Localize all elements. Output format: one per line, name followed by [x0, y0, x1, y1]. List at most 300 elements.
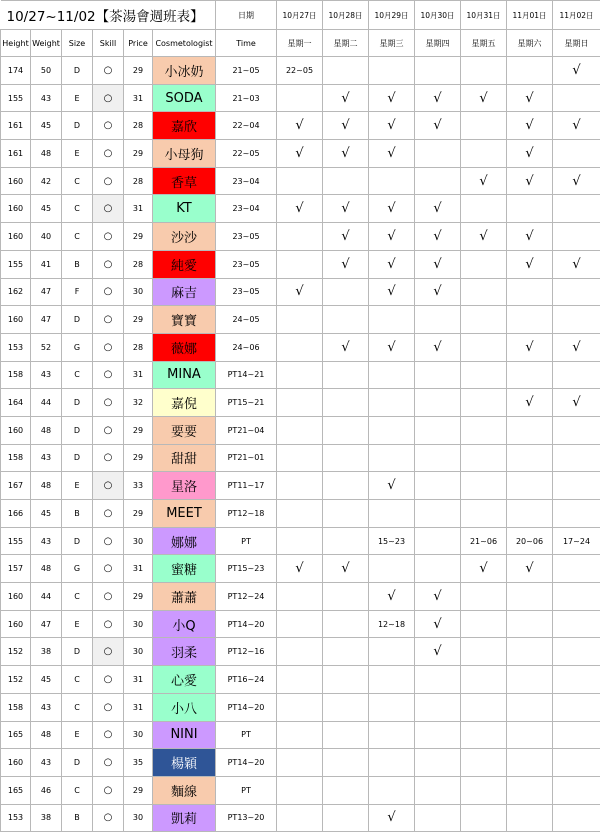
skill-cell: ○ [93, 610, 124, 638]
day-cell [507, 583, 553, 611]
cosmetologist-name: SODA [153, 84, 216, 112]
weight-cell: 45 [31, 666, 62, 694]
cosmetologist-name: 嘉倪 [153, 389, 216, 417]
weight-cell: 40 [31, 223, 62, 251]
weight-cell: 45 [31, 195, 62, 223]
day-cell [369, 361, 415, 389]
skill-cell: ○ [93, 250, 124, 278]
day-cell [323, 666, 369, 694]
day-cell [415, 721, 461, 749]
size-cell: G [62, 555, 93, 583]
day-cell [323, 278, 369, 306]
day-cell: √ [415, 195, 461, 223]
column-header-size: Size [62, 30, 93, 57]
day-cell [369, 638, 415, 666]
date-header: 10月27日 [277, 1, 323, 30]
day-cell [461, 333, 507, 361]
day-cell [415, 140, 461, 168]
day-cell: √ [415, 583, 461, 611]
skill-cell: ○ [93, 333, 124, 361]
time-cell: 24~06 [216, 333, 277, 361]
day-cell [415, 527, 461, 555]
day-cell [553, 140, 600, 168]
day-cell [277, 167, 323, 195]
skill-cell: ○ [93, 583, 124, 611]
day-cell: √ [415, 223, 461, 251]
weight-cell: 43 [31, 693, 62, 721]
day-cell [369, 693, 415, 721]
weight-cell: 48 [31, 721, 62, 749]
day-cell [461, 749, 507, 777]
day-cell [553, 472, 600, 500]
skill-cell: ○ [93, 472, 124, 500]
day-cell: √ [323, 223, 369, 251]
height-cell: 167 [1, 472, 31, 500]
day-cell: √ [507, 250, 553, 278]
height-cell: 160 [1, 583, 31, 611]
size-cell: C [62, 223, 93, 251]
cosmetologist-name: 凱莉 [153, 804, 216, 832]
date-header: 10月31日 [461, 1, 507, 30]
height-cell: 155 [1, 527, 31, 555]
weight-cell: 44 [31, 583, 62, 611]
height-cell: 161 [1, 140, 31, 168]
day-cell [369, 500, 415, 528]
day-cell [323, 389, 369, 417]
day-cell [507, 721, 553, 749]
table-row [1, 638, 600, 666]
weight-cell: 47 [31, 278, 62, 306]
day-cell [277, 527, 323, 555]
day-cell: √ [507, 112, 553, 140]
day-cell [323, 776, 369, 804]
day-cell [461, 666, 507, 694]
day-cell: √ [323, 333, 369, 361]
cosmetologist-name: 香草 [153, 167, 216, 195]
day-cell [461, 250, 507, 278]
day-cell [415, 389, 461, 417]
day-cell [415, 444, 461, 472]
day-cell [323, 638, 369, 666]
day-cell [553, 749, 600, 777]
weekday-header: 星期日 [553, 30, 600, 57]
day-cell: √ [553, 57, 600, 85]
date-header: 11月02日 [553, 1, 600, 30]
weekday-header: 星期一 [277, 30, 323, 57]
weight-cell: 43 [31, 444, 62, 472]
day-cell [277, 610, 323, 638]
cosmetologist-name: 娜娜 [153, 527, 216, 555]
size-cell: C [62, 167, 93, 195]
day-cell [323, 57, 369, 85]
price-cell: 28 [124, 112, 153, 140]
weight-cell: 52 [31, 333, 62, 361]
cosmetologist-name: KT [153, 195, 216, 223]
date-header: 10月28日 [323, 1, 369, 30]
table-row [1, 84, 600, 112]
day-cell: 20~06 [507, 527, 553, 555]
price-cell: 30 [124, 804, 153, 832]
day-cell [461, 472, 507, 500]
price-cell: 33 [124, 472, 153, 500]
day-cell: √ [507, 167, 553, 195]
cosmetologist-name: 嘉欣 [153, 112, 216, 140]
day-cell [277, 250, 323, 278]
day-cell [461, 693, 507, 721]
weekday-header: 星期四 [415, 30, 461, 57]
day-cell: √ [415, 278, 461, 306]
skill-cell: ○ [93, 527, 124, 555]
day-cell [507, 57, 553, 85]
day-cell [461, 416, 507, 444]
day-cell: √ [277, 278, 323, 306]
time-cell: 23~05 [216, 250, 277, 278]
size-cell: D [62, 638, 93, 666]
table-row [1, 278, 600, 306]
weight-cell: 38 [31, 804, 62, 832]
day-cell [553, 555, 600, 583]
day-cell: √ [553, 112, 600, 140]
size-cell: C [62, 361, 93, 389]
day-cell [277, 638, 323, 666]
day-cell [507, 306, 553, 334]
day-cell [415, 776, 461, 804]
weight-cell: 43 [31, 527, 62, 555]
table-row [1, 223, 600, 251]
day-cell: √ [507, 389, 553, 417]
day-cell [461, 776, 507, 804]
day-cell: 15~23 [369, 527, 415, 555]
weight-cell: 38 [31, 638, 62, 666]
height-cell: 152 [1, 666, 31, 694]
height-cell: 160 [1, 223, 31, 251]
time-cell: 23~05 [216, 278, 277, 306]
height-cell: 160 [1, 167, 31, 195]
day-cell: √ [415, 333, 461, 361]
day-cell [323, 306, 369, 334]
table-row [1, 333, 600, 361]
day-cell [369, 555, 415, 583]
weekday-header: 星期二 [323, 30, 369, 57]
cosmetologist-name: 沙沙 [153, 223, 216, 251]
day-cell [461, 306, 507, 334]
price-cell: 30 [124, 721, 153, 749]
day-cell [277, 721, 323, 749]
price-cell: 35 [124, 749, 153, 777]
day-cell [277, 444, 323, 472]
cosmetologist-name: 蕭蕭 [153, 583, 216, 611]
day-cell: √ [553, 389, 600, 417]
day-cell [507, 610, 553, 638]
price-cell: 30 [124, 638, 153, 666]
day-cell: √ [461, 223, 507, 251]
day-cell: √ [369, 583, 415, 611]
day-cell [461, 278, 507, 306]
day-cell [369, 666, 415, 694]
day-cell: √ [461, 84, 507, 112]
day-cell: √ [507, 84, 553, 112]
price-cell: 29 [124, 776, 153, 804]
day-cell [323, 721, 369, 749]
size-cell: D [62, 306, 93, 334]
day-cell [323, 610, 369, 638]
day-cell [415, 416, 461, 444]
day-cell: √ [277, 195, 323, 223]
cosmetologist-name: MEET [153, 500, 216, 528]
price-cell: 29 [124, 306, 153, 334]
table-row [1, 444, 600, 472]
day-cell [415, 804, 461, 832]
height-cell: 158 [1, 444, 31, 472]
table-row [1, 693, 600, 721]
cosmetologist-name: 小Q [153, 610, 216, 638]
day-cell [461, 112, 507, 140]
cosmetologist-name: 寶寶 [153, 306, 216, 334]
table-row [1, 57, 600, 85]
table-row [1, 389, 600, 417]
cosmetologist-name: 心愛 [153, 666, 216, 694]
day-cell: √ [369, 250, 415, 278]
time-cell: 23~04 [216, 195, 277, 223]
day-cell [553, 416, 600, 444]
cosmetologist-name: 甜甜 [153, 444, 216, 472]
day-cell: √ [323, 555, 369, 583]
column-header-cosmetologist: Cosmetologist [153, 30, 216, 57]
height-cell: 152 [1, 638, 31, 666]
table-row [1, 167, 600, 195]
table-row [1, 583, 600, 611]
height-cell: 164 [1, 389, 31, 417]
day-cell [277, 389, 323, 417]
day-cell: √ [369, 112, 415, 140]
day-cell: √ [507, 333, 553, 361]
day-cell [461, 500, 507, 528]
day-cell: √ [369, 333, 415, 361]
day-cell: √ [507, 555, 553, 583]
date-header: 10月30日 [415, 1, 461, 30]
skill-cell: ○ [93, 444, 124, 472]
skill-cell: ○ [93, 804, 124, 832]
time-cell: PT16~24 [216, 666, 277, 694]
day-cell [277, 306, 323, 334]
price-cell: 29 [124, 57, 153, 85]
day-cell [553, 361, 600, 389]
price-cell: 28 [124, 250, 153, 278]
day-cell [553, 583, 600, 611]
price-cell: 29 [124, 223, 153, 251]
time-cell: 21~05 [216, 57, 277, 85]
weight-cell: 43 [31, 361, 62, 389]
day-cell [277, 693, 323, 721]
day-cell [323, 693, 369, 721]
day-cell [461, 638, 507, 666]
day-cell [507, 638, 553, 666]
day-cell [369, 749, 415, 777]
date-header: 10月29日 [369, 1, 415, 30]
day-cell [461, 195, 507, 223]
day-cell [507, 749, 553, 777]
table-row [1, 749, 600, 777]
day-cell [277, 500, 323, 528]
height-cell: 165 [1, 776, 31, 804]
day-cell [461, 57, 507, 85]
day-cell [553, 84, 600, 112]
cosmetologist-name: 星洛 [153, 472, 216, 500]
size-cell: D [62, 444, 93, 472]
height-cell: 153 [1, 333, 31, 361]
price-cell: 30 [124, 278, 153, 306]
day-cell [415, 666, 461, 694]
day-cell: √ [323, 250, 369, 278]
table-row [1, 112, 600, 140]
price-cell: 31 [124, 195, 153, 223]
day-cell [507, 472, 553, 500]
day-cell [277, 472, 323, 500]
day-cell [323, 804, 369, 832]
time-cell: PT12~24 [216, 583, 277, 611]
skill-cell: ○ [93, 693, 124, 721]
cosmetologist-name: 麻吉 [153, 278, 216, 306]
weight-cell: 44 [31, 389, 62, 417]
time-cell: 23~05 [216, 223, 277, 251]
time-label: Time [216, 30, 277, 57]
day-cell [323, 416, 369, 444]
day-cell [415, 57, 461, 85]
day-cell [277, 804, 323, 832]
day-cell [323, 472, 369, 500]
height-cell: 162 [1, 278, 31, 306]
cosmetologist-name: 楊穎 [153, 749, 216, 777]
day-cell [461, 610, 507, 638]
column-header-skill: Skill [93, 30, 124, 57]
price-cell: 28 [124, 167, 153, 195]
price-cell: 29 [124, 583, 153, 611]
day-cell: √ [369, 278, 415, 306]
day-cell: √ [369, 140, 415, 168]
price-cell: 28 [124, 333, 153, 361]
time-cell: PT21~04 [216, 416, 277, 444]
skill-cell: ○ [93, 776, 124, 804]
day-cell [323, 583, 369, 611]
size-cell: D [62, 389, 93, 417]
size-cell: E [62, 610, 93, 638]
day-cell [553, 278, 600, 306]
day-cell [369, 416, 415, 444]
size-cell: C [62, 195, 93, 223]
table-row [1, 721, 600, 749]
time-cell: 21~03 [216, 84, 277, 112]
time-cell: PT [216, 776, 277, 804]
day-cell: √ [277, 140, 323, 168]
day-cell [277, 223, 323, 251]
day-cell [461, 361, 507, 389]
time-cell: PT12~16 [216, 638, 277, 666]
table-row [1, 140, 600, 168]
price-cell: 30 [124, 610, 153, 638]
cosmetologist-name: 麵線 [153, 776, 216, 804]
time-cell: PT14~20 [216, 749, 277, 777]
day-cell [415, 306, 461, 334]
day-cell [553, 500, 600, 528]
height-cell: 157 [1, 555, 31, 583]
size-cell: C [62, 776, 93, 804]
size-cell: C [62, 666, 93, 694]
day-cell [507, 195, 553, 223]
day-cell [507, 416, 553, 444]
size-cell: B [62, 804, 93, 832]
day-cell [553, 804, 600, 832]
time-cell: PT14~21 [216, 361, 277, 389]
size-cell: B [62, 500, 93, 528]
weight-cell: 48 [31, 416, 62, 444]
time-cell: 23~04 [216, 167, 277, 195]
skill-cell: ○ [93, 500, 124, 528]
cosmetologist-name: 羽柔 [153, 638, 216, 666]
time-cell: 22~05 [216, 140, 277, 168]
table-row [1, 306, 600, 334]
cosmetologist-name: 小母狗 [153, 140, 216, 168]
time-cell: 24~05 [216, 306, 277, 334]
day-cell [553, 306, 600, 334]
day-cell: 17~24 [553, 527, 600, 555]
day-cell [277, 666, 323, 694]
day-cell: 22~05 [277, 57, 323, 85]
skill-cell: ○ [93, 389, 124, 417]
day-cell [277, 749, 323, 777]
day-cell [323, 500, 369, 528]
day-cell [507, 693, 553, 721]
table-row [1, 527, 600, 555]
table-row [1, 416, 600, 444]
time-cell: 22~04 [216, 112, 277, 140]
day-cell [553, 693, 600, 721]
day-cell [277, 776, 323, 804]
price-cell: 31 [124, 693, 153, 721]
day-cell [461, 140, 507, 168]
date-header: 11月01日 [507, 1, 553, 30]
size-cell: D [62, 527, 93, 555]
cosmetologist-name: NINI [153, 721, 216, 749]
table-row [1, 804, 600, 832]
skill-cell: ○ [93, 84, 124, 112]
price-cell: 29 [124, 140, 153, 168]
day-cell [415, 167, 461, 195]
size-cell: E [62, 472, 93, 500]
day-cell: √ [369, 472, 415, 500]
day-cell [369, 389, 415, 417]
day-cell: √ [415, 84, 461, 112]
day-cell: √ [415, 610, 461, 638]
table-row [1, 250, 600, 278]
skill-cell: ○ [93, 112, 124, 140]
column-header-height: Height [1, 30, 31, 57]
day-cell [415, 472, 461, 500]
time-cell: PT21~01 [216, 444, 277, 472]
skill-cell: ○ [93, 638, 124, 666]
skill-cell: ○ [93, 749, 124, 777]
day-cell: √ [323, 84, 369, 112]
cosmetologist-name: 小冰奶 [153, 57, 216, 85]
table-row [1, 195, 600, 223]
height-cell: 155 [1, 84, 31, 112]
day-cell: √ [369, 223, 415, 251]
day-cell [277, 333, 323, 361]
day-cell [507, 776, 553, 804]
day-cell [553, 776, 600, 804]
day-cell [323, 749, 369, 777]
weight-cell: 42 [31, 167, 62, 195]
day-cell [461, 583, 507, 611]
